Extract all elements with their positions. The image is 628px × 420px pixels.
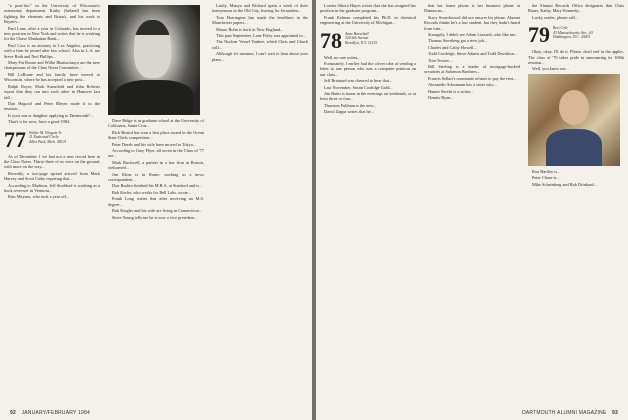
paragraph: Dennis Ryan... — [428, 95, 454, 101]
paragraph: Mary Pat Boone and Willie Bhattacharya are the new chairpersons of the Class Notes Committee... — [4, 60, 100, 71]
paragraph: Frank Kelman completed his Ph.D. in chemical engineering at the University of Michigan... — [320, 14, 416, 26]
class-heading — [528, 24, 624, 46]
paragraph: Tom Harrington has made the headlines in the Manchester papers... — [212, 14, 308, 26]
address-line: 324 6th Avenue — [345, 36, 369, 41]
photo-figure-body — [546, 129, 601, 166]
column-2 — [108, 3, 204, 221]
paragraph: According to Gary Flyer, all seven in the Class of '77 are... — [108, 148, 204, 159]
paragraph: Mike Scheinberg and Bob Drinkard... — [532, 181, 597, 187]
paragraph: Stacy Swarthwood did not answer his phone. Alumni Records thinks he's a law student, but they hadn't heard from him... — [424, 14, 520, 31]
paragraph: Is your son or daughter applying to Dartmouth? ... — [8, 112, 95, 118]
paragraph: Jeff Brainard was cheered to hear that... — [324, 78, 393, 84]
photo-figure-head — [559, 90, 588, 125]
paragraph: Dan Hagood and Peter Bleyer made it to the reunion... — [4, 100, 100, 112]
paragraph: Mark Buckwell, a partner in a law firm in Boston, welcomed... — [108, 159, 204, 171]
address-line: Washington, D.C. 20001 — [553, 35, 591, 40]
left-page — [0, 0, 312, 420]
class-heading — [4, 126, 100, 152]
address-line: 11 Eastwood Circle — [29, 135, 59, 140]
paragraph: Jim Bates is home in the evenings on weekends, or at least three or four... — [320, 91, 416, 102]
class-heading — [320, 27, 416, 53]
paragraph: Peter Chase is... — [532, 175, 560, 181]
class-year-number: 78 — [320, 27, 342, 53]
paragraph: The Nuclear Vessel Yankee, which Chris and Chuck will... — [212, 39, 308, 50]
paragraph: Ron Hartley is... — [532, 168, 561, 174]
photo-figure-head — [134, 20, 171, 77]
address-line: Allen Park, Mich. 48101 — [29, 139, 67, 144]
paragraph: Bob Kiefer, who works for Bell Labs, wrote... — [112, 189, 192, 195]
paragraph: Mauro Rohn is back in New England... — [216, 26, 284, 32]
left-footer — [6, 410, 90, 416]
paragraph: Thomas Sternberg got a new job... — [428, 38, 488, 44]
paragraph: Last November, Susan Coolidge Gold... — [324, 84, 393, 90]
paragraph: "a post-doc" in the University of Wisconsin's astronomy department. Kathy (Ireland) has been fighting the elements and Brian's, and his work is Bryan's... — [4, 3, 100, 25]
publication-name: DARTMOUTH ALUMNI MAGAZINE — [522, 410, 607, 416]
issue-date: JANUARY/FEBRUARY 1984 — [21, 410, 90, 416]
column-4 — [320, 3, 416, 116]
class-secretary-address — [29, 129, 66, 145]
paragraph: Hunter Seretti is a writer... — [428, 88, 474, 94]
column-5 — [424, 3, 520, 102]
paragraph: Bob Kiegler and his wife are living in Connecticut... — [112, 208, 203, 214]
address-line: Brooklyn, N.Y. 11215 — [345, 40, 378, 45]
photo-figure-body — [115, 80, 192, 115]
paragraph: Recently, a two-page spread arrived from Mark Harvey and Scott Cathy reporting that... — [4, 170, 100, 182]
paragraph: Loretta Sikora Hayes writes that she has resigned her position in the graduate program... — [320, 3, 416, 14]
paragraph: Lastly, Manya and Richard spent a week of their honeymoon in the Old City, leaving for Jerusalem... — [212, 3, 308, 14]
paragraph: Dave Ridge is in graduate school at the University of California, Santa Cruz... — [108, 118, 204, 129]
paragraph: Francis Sellari's roommate refuses to pay the rent... — [428, 75, 517, 81]
paragraph: Lucky reader, please call... — [532, 14, 578, 20]
address-line: Bert Cole — [553, 26, 568, 31]
paragraph: Fortunately, I earlier had the clever idea of sending a letter to one person who was a computer printout on our class... — [320, 61, 416, 77]
paragraph: David Zappa writes that he... — [324, 109, 374, 115]
class-year-number: 77 — [4, 126, 26, 152]
page-number: 92 — [10, 410, 16, 416]
column-3 — [212, 3, 308, 63]
paragraph: Okay, okay, I'll do it. Please, don't reel in the apples. The class of '79 takes pride in announcing its 108th reunion... — [528, 49, 624, 66]
right-footer — [522, 410, 622, 416]
paragraph: Thurston Fullman is the new... — [324, 102, 377, 108]
paragraph: Todd Crosleigh, Steve Adams and Todd Davidson... — [428, 51, 518, 57]
paragraph: Tom Tessier ... — [428, 57, 454, 63]
paragraph: Ralph Boyer, Mark Stansfield and John Roberts report that they ran into each other in Hanover last fall... — [4, 83, 100, 100]
paragraph: Charles and Cathy Howell... — [428, 44, 477, 50]
paragraph: Well, you know me... — [532, 66, 569, 72]
paragraph: Peter Deeds and his wife have moved to Tokyo... — [112, 141, 197, 147]
page-number: 93 — [612, 410, 618, 416]
paragraph: that her home phone is her business phone at Damascus... — [424, 3, 520, 14]
portrait-photo — [528, 74, 620, 166]
paragraph: Alexander Schumann has a sister who... — [428, 82, 497, 88]
address-line: Anne Barschall — [345, 31, 369, 36]
paragraph: Jim Kline is in Rome, working as a news correspondent... — [108, 171, 204, 183]
address-line: Walter M. Wingate Jr. — [29, 130, 63, 135]
paragraph: Steve Young tells me he is now a vice president... — [112, 214, 198, 220]
class-year-number: 79 — [528, 22, 550, 48]
right-page — [316, 0, 628, 420]
paragraph: Paul Lane, after a year in Colorado, has moved to a new position in New York and writes that he is working for the Chase Manhattan Bank... — [4, 25, 100, 42]
paragraph: Rick Bristol has won a first place award in the Ocean State Chefs competition... — [108, 129, 204, 141]
paragraph: Kim Mayans, who took a year off... — [8, 194, 70, 200]
paragraph: the Alumni Records Office designates that Chris Bauer, Kathy, Mary Kennedy... — [528, 3, 624, 14]
paragraph: Well, no one writes... — [324, 54, 361, 60]
class-secretary-address — [345, 30, 377, 46]
address-line: 43 Massachusetts Ave., #3 — [553, 30, 593, 35]
class-secretary-address — [553, 24, 593, 40]
paragraph: As of December 1 we had not a new record here in the Class Notes. Thirty-three of us were on the ground, with more on the way... — [4, 153, 100, 170]
paragraph: Paul Cass is an attorney in Los Angeles, practicing with a firm he joined after law school. Also in L.A. are Steve Roth and Ned Phillips... — [4, 42, 100, 59]
paragraph: According to Madison, Jeff Stoddard is working as a book reviewer in Vermont... — [4, 182, 100, 193]
portrait-photo — [108, 5, 200, 115]
paragraph: Strangely, I didn't see Adam Lizzardi, who like me... — [428, 32, 519, 38]
paragraph: This past September, Lane Foley was appointed to... — [216, 33, 306, 39]
paragraph: That's it for now; have a good 1984. — [8, 119, 71, 125]
paragraph: Bill Sterling is a leader of mortgage-backed securities at Salomon Brothers... — [424, 64, 520, 75]
paragraph: Frank Long writes that after receiving an M.S. degree... — [108, 196, 204, 207]
column-6 — [528, 3, 624, 188]
column-1 — [4, 3, 100, 201]
paragraph: Don Ruskin finished his M.B.A. at Stanford and is... — [112, 183, 203, 189]
paragraph: Bill LaBonte and his family have moved to Wisconsin, where he has accepted a new post... — [4, 71, 100, 83]
paragraph: Although it's summer, I can't wait to hear about your plans... — [212, 51, 308, 62]
